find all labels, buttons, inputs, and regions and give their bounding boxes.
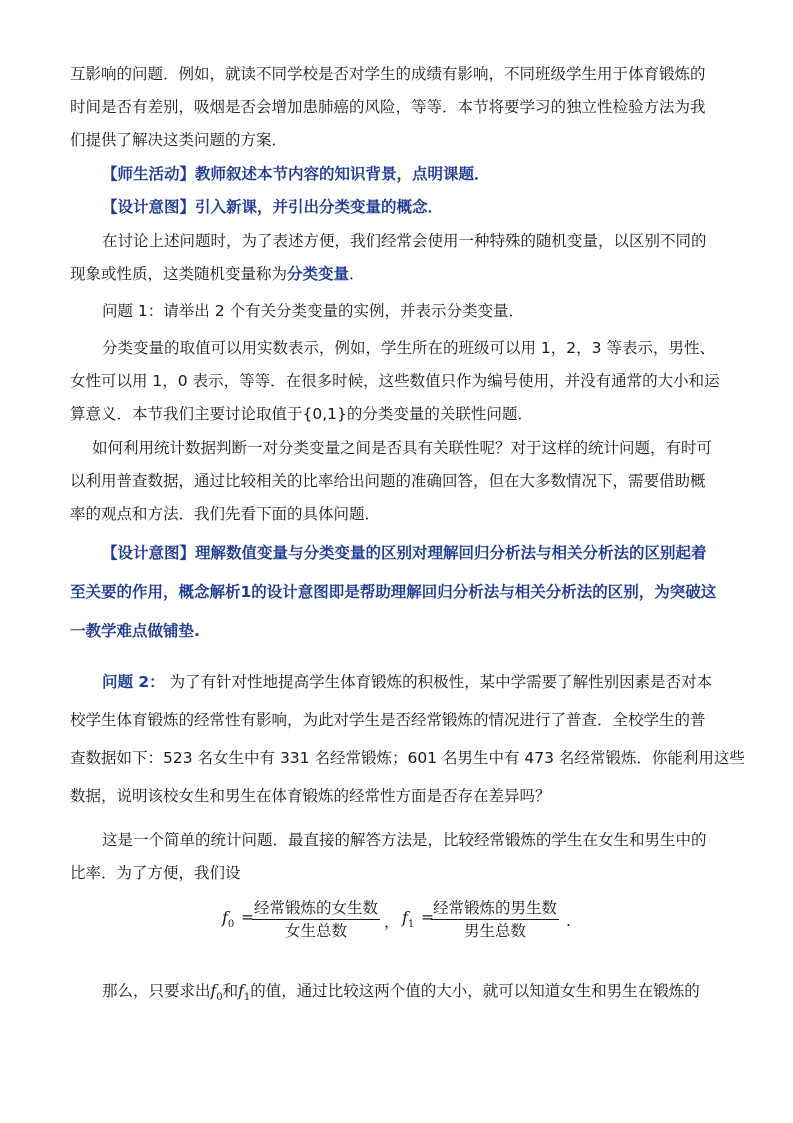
paragraph-line: 这是一个简单的统计问题．最直接的解答方法是，比较经常锻炼的学生在女生和男生中的: [102, 831, 707, 849]
design-intent-line: 一教学难点做铺垫.: [70, 622, 200, 640]
paragraph-line: 时间是否有差别，吸烟是否会增加患肺癌的风险，等等．本节将要学习的独立性检验方法为我: [70, 98, 706, 116]
paragraph-line: 算意义．本节我们主要讨论取值于{0,1}的分类变量的关联性问题．: [70, 405, 533, 423]
formula-separator: ，: [384, 913, 400, 931]
text-span: ．: [349, 265, 365, 283]
paragraph-line: 率的观点和方法．我们先看下面的具体问题．: [70, 505, 381, 523]
question-2: [102, 672, 712, 692]
question-1: 问题 1：请举出 2 个有关分类变量的实例，并表示分类变量．: [102, 302, 525, 320]
design-intent-label: 【设计意图】: [102, 198, 196, 216]
design-intent-note: [102, 197, 443, 217]
design-intent-text: 引入新课，并引出分类变量的概念．: [195, 198, 444, 216]
design-intent-note-2: [102, 543, 707, 563]
question-2-label: 问题 2：: [102, 673, 165, 691]
paragraph-line: 互影响的问题．例如，就读不同学校是否对学生的成绩有影响，不同班级学生用于体育锻炼的: [70, 65, 706, 83]
design-intent-text: 理解数值变量与分类变量的区别对理解回归分析法与相关分析法的区别起着: [195, 544, 707, 562]
fraction-numerator: 经常锻炼的女生数: [254, 899, 379, 917]
fraction-denominator: 女生总数: [285, 922, 348, 940]
activity-label: 【师生活动】: [102, 165, 196, 183]
fraction-male: [431, 898, 559, 941]
paragraph-line: 在讨论上述问题时，为了表述方便，我们经常会使用一种特殊的随机变量，以区别不同的: [102, 232, 707, 250]
paragraph-line: 比率．为了方便，我们设: [70, 864, 241, 882]
paragraph-line: 们提供了解决这类问题的方案．: [70, 131, 288, 149]
ratio-formula: [0, 890, 793, 950]
paragraph-line: 以利用普查数据，通过比较相关的比率给出问题的准确回答，但在大多数情况下，需要借助概: [70, 472, 706, 490]
paragraph-line: [70, 264, 365, 284]
inline-f0: $f_0$: [210, 982, 223, 1004]
design-intent-line: 至关要的作用，概念解析1的设计意图即是帮助理解回归分析法与相关分析法的区别，为突破这: [70, 583, 717, 601]
fraction-bar: [431, 919, 559, 920]
formula-f1: $f_1$: [402, 908, 415, 931]
design-intent-label: 【设计意图】: [102, 544, 196, 562]
paragraph-line: 分类变量的取值可以用实数表示，例如，学生所在的班级可以用 1，2，3 等表示，男性、: [102, 339, 715, 357]
paragraph-line: 数据，说明该校女生和男生在体育锻炼的经常性方面是否存在差异吗？: [70, 787, 551, 805]
term-highlight: 分类变量: [287, 265, 350, 283]
text-span: 现象或性质，这类随机变量称为: [70, 265, 288, 283]
fraction-female: [252, 898, 380, 941]
formula-period: .: [566, 912, 571, 930]
inline-f1: $f_1$: [238, 982, 251, 1004]
fraction-denominator: 男生总数: [464, 922, 527, 940]
fraction-numerator: 经常锻炼的男生数: [433, 899, 558, 917]
paragraph-line: 校学生体育锻炼的经常性有影响，为此对学生是否经常锻炼的情况进行了普查．全校学生的普: [70, 711, 706, 729]
paragraph-line: 如何利用统计数据判断一对分类变量之间是否具有关联性呢？对于这样的统计问题，有时可: [92, 439, 713, 457]
formula-f0: $f_0$: [222, 908, 235, 931]
activity-note: [102, 164, 490, 184]
fraction-bar: [252, 919, 380, 920]
paragraph-line: 查数据如下：523 名女生中有 331 名经常锻炼；601 名男生中有 473 名经常锻炼．你能利用这些: [70, 749, 745, 767]
paragraph-line: 女性可以用 1，0 表示，等等．在很多时候，这些数值只作为编号使用，并没有通常的大小和运: [70, 372, 720, 390]
activity-text: 教师叙述本节内容的知识背景，点明课题．: [195, 165, 490, 183]
equals-sign: =: [421, 908, 434, 926]
equals-sign: =: [241, 908, 254, 926]
question-2-text: 为了有针对性地提高学生体育锻炼的积极性，某中学需要了解性别因素是否对本: [169, 673, 713, 691]
paragraph-line: 那么，只要求出$f_0$和$f_1$的值，通过比较这两个值的大小，就可以知道女生和男生在锻炼的: [102, 982, 700, 1004]
